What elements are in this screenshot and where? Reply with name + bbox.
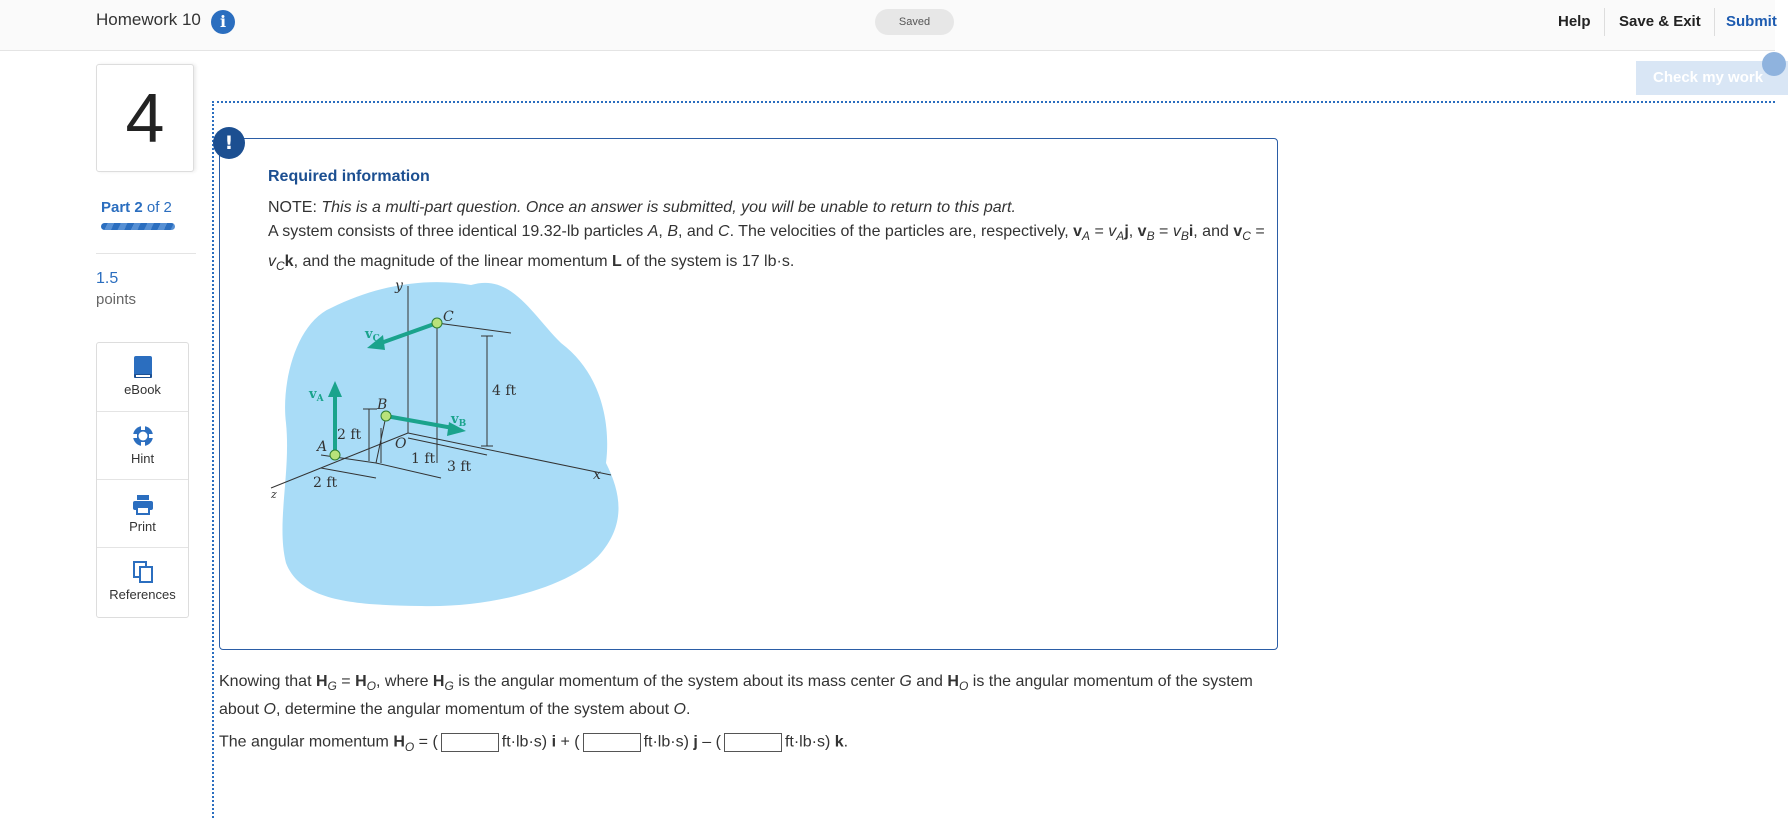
unit-label: ft·lb·s [784,733,825,751]
book-icon [132,355,154,379]
points-value: 1.5 [96,270,119,287]
particle-a [330,450,340,460]
content-outline-top [212,101,1775,103]
ebook-button[interactable] [97,343,188,411]
print-button[interactable] [97,479,188,548]
content-outline-left [212,101,214,818]
dim-3ft: 3 ft [447,459,472,475]
documents-icon [132,560,154,584]
z-axis-label: z [271,488,277,501]
print-label: Print [129,519,156,534]
part-total: of 2 [146,199,172,216]
vc-label: $v_C$ [365,327,380,344]
hint-button[interactable] [97,411,188,480]
part-indicator [101,199,172,216]
origin-label: O [395,436,407,452]
x-axis-label: x [593,467,601,483]
unit-label: ft·lb·s [643,733,684,751]
j-component-input[interactable] [583,733,641,752]
lifebuoy-icon [132,424,154,448]
part-prefix: Part [101,199,131,216]
particles-figure [271,273,626,608]
y-axis-label: y [395,278,403,294]
k-component-input[interactable] [724,733,782,752]
assignment-title: Homework 10 [96,10,201,29]
rail-divider [96,253,196,254]
top-bar [0,0,1775,51]
dim-2ft-vertical: 2 ft [337,427,362,443]
header-divider [1714,8,1715,36]
point-c-label: C [443,309,454,325]
point-a-label: A [317,439,328,455]
save-status-badge: Saved [875,9,954,35]
check-my-work-button[interactable]: Check my work [1636,61,1788,95]
unit-label: ft·lb·s [501,733,542,751]
figure-background [282,282,618,606]
question-text: Knowing that $H_G = H_O$, where $H_G$ is the angular momentum of the system about its mass center G and $H_O$ is the angular momentum of the system about O, determine the angular momentum of the system about O. [219,673,1253,719]
hint-label: Hint [130,451,155,466]
particle-c [432,318,442,328]
points-label: points [96,291,137,308]
submit-link[interactable]: Submit [1726,13,1777,30]
tools-panel [96,342,189,618]
note-body: This is a multi-part question. Once an answer is submitted, you will be unable to return to this part. [321,199,1016,216]
header-divider [1604,8,1605,36]
dim-2ft-horizontal: 2 ft [313,475,338,491]
problem-statement: A system consists of three identical 19.32-lb particles A, B, and C. The velocities of the particles are, respectively, $v_A = v_Aj$, $v_B = v_Bi$, and $v_C = v_Ck$, and the magnitude of the linear momentum L of the system is 17 lb·s. [268,223,1265,274]
part-progress-bar [101,223,175,230]
mass-value: 19.32 [521,223,562,240]
printer-icon [132,492,154,516]
alert-icon: ! [213,127,245,159]
ebook-label: eBook [124,382,161,397]
i-component-input[interactable] [441,733,499,752]
dim-1ft: 1 ft [411,451,436,467]
save-exit-link[interactable]: Save & Exit [1619,13,1701,30]
references-label: References [109,587,176,602]
point-b-label: B [377,397,388,413]
vb-label: $v_B$ [451,412,467,429]
answer-prefix: The angular momentum [219,733,389,751]
momentum-value: 17 [741,253,760,271]
note-prefix: NOTE: [268,199,317,216]
references-button[interactable] [97,547,188,616]
dim-4ft: 4 ft [492,383,517,399]
question-number: 4 [96,64,194,172]
note-text [268,199,1016,217]
check-count-badge [1762,52,1786,76]
part-current: 2 [134,199,143,216]
info-icon[interactable]: i [211,10,235,34]
help-link[interactable]: Help [1558,13,1591,30]
required-info-title: Required information [268,168,430,185]
answer-line: The angular momentum $H_O$ = ( ft·lb·s) i + ( ft·lb·s) j – ( ft·lb·s) k. [219,733,849,754]
va-label: $v_A$ [309,387,324,404]
